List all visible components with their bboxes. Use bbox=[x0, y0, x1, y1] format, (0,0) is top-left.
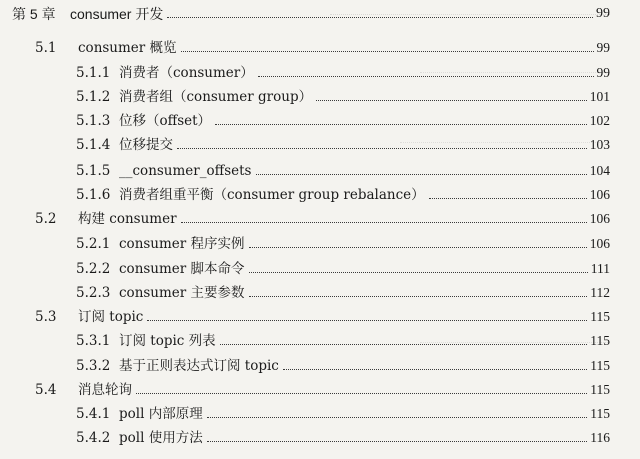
toc-subsection-row[interactable] bbox=[76, 330, 610, 350]
toc-subsection-row[interactable] bbox=[76, 258, 610, 278]
subsection-title: 消费者组重平衡（consumer group rebalance） bbox=[119, 187, 425, 203]
dot-leader bbox=[136, 393, 587, 394]
subsection-title: consumer 主要参数 bbox=[119, 285, 245, 301]
dot-leader bbox=[220, 344, 588, 345]
subsection-title: 订阅 topic 列表 bbox=[119, 333, 216, 349]
page-number: 115 bbox=[590, 406, 610, 421]
subsection-number: 5.1.4 bbox=[76, 137, 111, 153]
dot-leader bbox=[177, 148, 587, 149]
toc-section-row[interactable] bbox=[35, 37, 610, 57]
section-number: 5.4 bbox=[35, 382, 57, 398]
page-number: 116 bbox=[590, 430, 610, 445]
subsection-number: 5.1.5 bbox=[76, 163, 111, 179]
section-number: 5.2 bbox=[35, 211, 57, 227]
chapter-number: 第 5 章 bbox=[12, 6, 56, 22]
page-number: 115 bbox=[590, 358, 610, 373]
toc-subsection-row[interactable] bbox=[76, 86, 610, 106]
dot-leader bbox=[249, 296, 588, 297]
subsection-title: poll 内部原理 bbox=[119, 406, 203, 422]
section-title: 订阅 topic bbox=[78, 309, 144, 325]
dot-leader bbox=[256, 174, 587, 175]
subsection-number: 5.3.2 bbox=[76, 358, 111, 374]
page-number: 99 bbox=[596, 40, 610, 55]
page-number: 115 bbox=[590, 309, 610, 324]
section-number: 5.1 bbox=[35, 40, 57, 56]
subsection-number: 5.1.6 bbox=[76, 187, 111, 203]
toc-subsection-row[interactable] bbox=[76, 110, 610, 130]
dot-leader bbox=[249, 272, 588, 273]
page-number: 106 bbox=[589, 236, 610, 251]
dot-leader bbox=[316, 100, 587, 101]
page-number: 106 bbox=[589, 187, 610, 202]
subsection-title: 消费者（consumer） bbox=[119, 65, 254, 81]
dot-leader bbox=[429, 198, 587, 199]
page-number: 104 bbox=[589, 163, 610, 178]
subsection-number: 5.1.2 bbox=[76, 89, 111, 105]
toc-subsection-row[interactable] bbox=[76, 184, 610, 204]
toc-subsection-row[interactable] bbox=[76, 160, 610, 180]
subsection-title: consumer 脚本命令 bbox=[119, 261, 245, 277]
section-title: 消息轮询 bbox=[78, 382, 132, 398]
toc-subsection-row[interactable] bbox=[76, 282, 610, 302]
dot-leader bbox=[147, 320, 587, 321]
dot-leader bbox=[181, 51, 594, 52]
subsection-number: 5.2.3 bbox=[76, 285, 111, 301]
page-number: 99 bbox=[596, 65, 610, 80]
dot-leader bbox=[215, 124, 587, 125]
subsection-number: 5.1.1 bbox=[76, 65, 111, 81]
subsection-number: 5.1.3 bbox=[76, 113, 111, 129]
dot-leader bbox=[207, 441, 588, 442]
subsection-title: 位移提交 bbox=[119, 137, 173, 153]
section-number: 5.3 bbox=[35, 309, 57, 325]
page-number: 115 bbox=[590, 333, 610, 348]
page-number: 103 bbox=[589, 137, 610, 152]
toc-subsection-row[interactable] bbox=[76, 355, 610, 375]
subsection-number: 5.2.2 bbox=[76, 261, 111, 277]
dot-leader bbox=[207, 417, 588, 418]
toc-section-row[interactable] bbox=[35, 306, 610, 326]
section-title: 构建 consumer bbox=[78, 211, 177, 227]
page-number: 102 bbox=[589, 113, 610, 128]
page-number: 111 bbox=[590, 261, 610, 276]
dot-leader bbox=[181, 222, 587, 223]
subsection-number: 5.3.1 bbox=[76, 333, 111, 349]
chapter-page-number: 99 bbox=[596, 6, 610, 21]
dot-leader bbox=[249, 247, 587, 248]
subsection-title: poll 使用方法 bbox=[119, 430, 203, 446]
subsection-title: 基于正则表达式订阅 topic bbox=[119, 358, 279, 374]
page-number: 112 bbox=[590, 285, 610, 300]
subsection-title: consumer 程序实例 bbox=[119, 236, 245, 252]
subsection-number: 5.4.1 bbox=[76, 406, 111, 422]
page-number: 115 bbox=[590, 382, 610, 397]
toc-subsection-row[interactable] bbox=[76, 403, 610, 423]
toc-section-row[interactable] bbox=[35, 208, 610, 228]
toc-subsection-row[interactable] bbox=[76, 134, 610, 154]
toc-chapter-row[interactable] bbox=[12, 3, 610, 23]
dot-leader bbox=[258, 76, 594, 77]
dot-leader bbox=[167, 17, 593, 18]
page-number: 106 bbox=[589, 211, 610, 226]
chapter-title: consumer 开发 bbox=[70, 6, 164, 22]
subsection-number: 5.4.2 bbox=[76, 430, 111, 446]
toc-subsection-row[interactable] bbox=[76, 62, 610, 82]
section-title: consumer 概览 bbox=[78, 40, 177, 56]
toc-section-row[interactable] bbox=[35, 379, 610, 399]
dot-leader bbox=[283, 369, 587, 370]
subsection-title: 位移（offset） bbox=[119, 113, 212, 129]
subsection-number: 5.2.1 bbox=[76, 236, 111, 252]
toc-subsection-row[interactable] bbox=[76, 427, 610, 447]
page-number: 101 bbox=[589, 89, 610, 104]
subsection-title: 消费者组（consumer group） bbox=[119, 89, 313, 105]
subsection-title: __consumer_offsets bbox=[119, 163, 252, 179]
toc-subsection-row[interactable] bbox=[76, 233, 610, 253]
